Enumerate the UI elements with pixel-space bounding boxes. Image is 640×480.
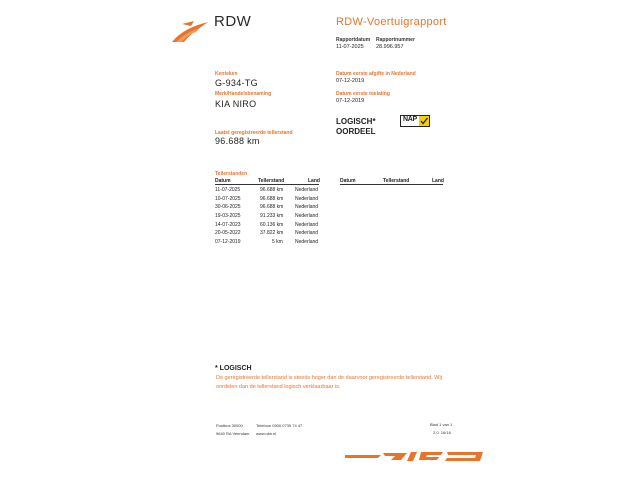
first-admission-nl-label: Datum eerste afgifte in Nederland bbox=[336, 71, 416, 77]
row-country: Nederland bbox=[295, 222, 319, 228]
row-km: 96.688 km bbox=[260, 196, 284, 202]
report-number-label: Rapportnummer bbox=[376, 37, 415, 43]
row-country: Nederland bbox=[295, 239, 319, 245]
row-km: 37.822 km bbox=[260, 230, 284, 236]
first-admission-nl-value: 07-12-2019 bbox=[336, 78, 365, 84]
make-value: KIA NIRO bbox=[215, 99, 257, 109]
verdict-line2: OORDEEL bbox=[336, 127, 376, 136]
footer-address-line1: Postbus 30000 bbox=[216, 423, 243, 428]
report-date-label: Rapportdatum bbox=[336, 37, 371, 43]
plate-value: G-934-TG bbox=[215, 78, 258, 88]
footer-page: Blad 1 van 1 bbox=[430, 422, 453, 427]
col-country-header-2: Land bbox=[432, 178, 444, 184]
row-km: 96.688 km bbox=[260, 187, 284, 193]
row-date: 30-06-2025 bbox=[215, 204, 241, 210]
row-country: Nederland bbox=[295, 187, 319, 193]
table-divider bbox=[215, 184, 319, 185]
decorative-stripe-icon bbox=[345, 449, 485, 463]
footer-phone: Telefoon 0900 0739 74 47 bbox=[256, 423, 303, 428]
row-country: Nederland bbox=[295, 196, 319, 202]
footer-address-line2: 9640 RA Veendam bbox=[216, 431, 250, 436]
odometer-label: Laatst geregistreerde tellerstand bbox=[215, 130, 293, 136]
nap-badge bbox=[400, 115, 430, 127]
row-date: 19-03-2025 bbox=[215, 213, 241, 219]
col-date-header: Datum bbox=[215, 178, 231, 184]
table-divider-2 bbox=[340, 184, 443, 185]
footer-website[interactable]: www.rdw.nl bbox=[256, 431, 277, 436]
row-date: 07-12-2019 bbox=[215, 239, 241, 245]
first-admission-label: Datum eerste toelating bbox=[336, 91, 390, 97]
row-date: 20-05-2022 bbox=[215, 230, 241, 236]
row-km: 5 km bbox=[272, 239, 283, 245]
col-odometer-header: Tellerstand bbox=[258, 178, 285, 184]
readings-section-label: Tellerstanden bbox=[215, 171, 248, 177]
col-odometer-header-2: Tellerstand bbox=[383, 178, 410, 184]
plate-label: Kenteken bbox=[215, 71, 238, 77]
report-title: RDW-Voertuigrapport bbox=[336, 16, 447, 28]
row-date: 14-07-2023 bbox=[215, 222, 241, 228]
row-country: Nederland bbox=[295, 204, 319, 210]
row-date: 11-07-2025 bbox=[215, 187, 241, 193]
logo-text: RDW bbox=[214, 13, 252, 30]
verdict-line1: LOGISCH* bbox=[336, 117, 376, 126]
footer-version: 2.0. 16/16 bbox=[433, 430, 451, 435]
row-country: Nederland bbox=[295, 230, 319, 236]
rdw-logo-icon bbox=[170, 20, 210, 44]
odometer-value: 96.688 km bbox=[215, 136, 260, 146]
row-country: Nederland bbox=[295, 213, 319, 219]
report-date: 11-07-2025 bbox=[336, 44, 364, 50]
nap-badge-text: NAP bbox=[403, 116, 417, 123]
footnote-text: De geregistreerde tellerstand is steeds hoger dan de daarvoor geregistreerde tellerstand. Wij oordelen dan de tellerstand logisch verklaarbaar is. bbox=[216, 375, 442, 390]
verdict bbox=[336, 117, 376, 137]
row-km: 91.233 km bbox=[260, 213, 284, 219]
footnote-title: * LOGISCH bbox=[215, 365, 252, 372]
row-date: 10-07-2025 bbox=[215, 196, 241, 202]
col-country-header: Land bbox=[308, 178, 320, 184]
first-admission-value: 07-12-2019 bbox=[336, 98, 365, 104]
row-km: 60.136 km bbox=[260, 222, 284, 228]
row-km: 96.688 km bbox=[260, 204, 284, 210]
report-number: 28.996.957 bbox=[376, 44, 404, 50]
checkmark-icon bbox=[419, 116, 429, 126]
make-label: Merk/Handelsbenaming bbox=[215, 91, 272, 97]
col-date-header-2: Datum bbox=[340, 178, 356, 184]
